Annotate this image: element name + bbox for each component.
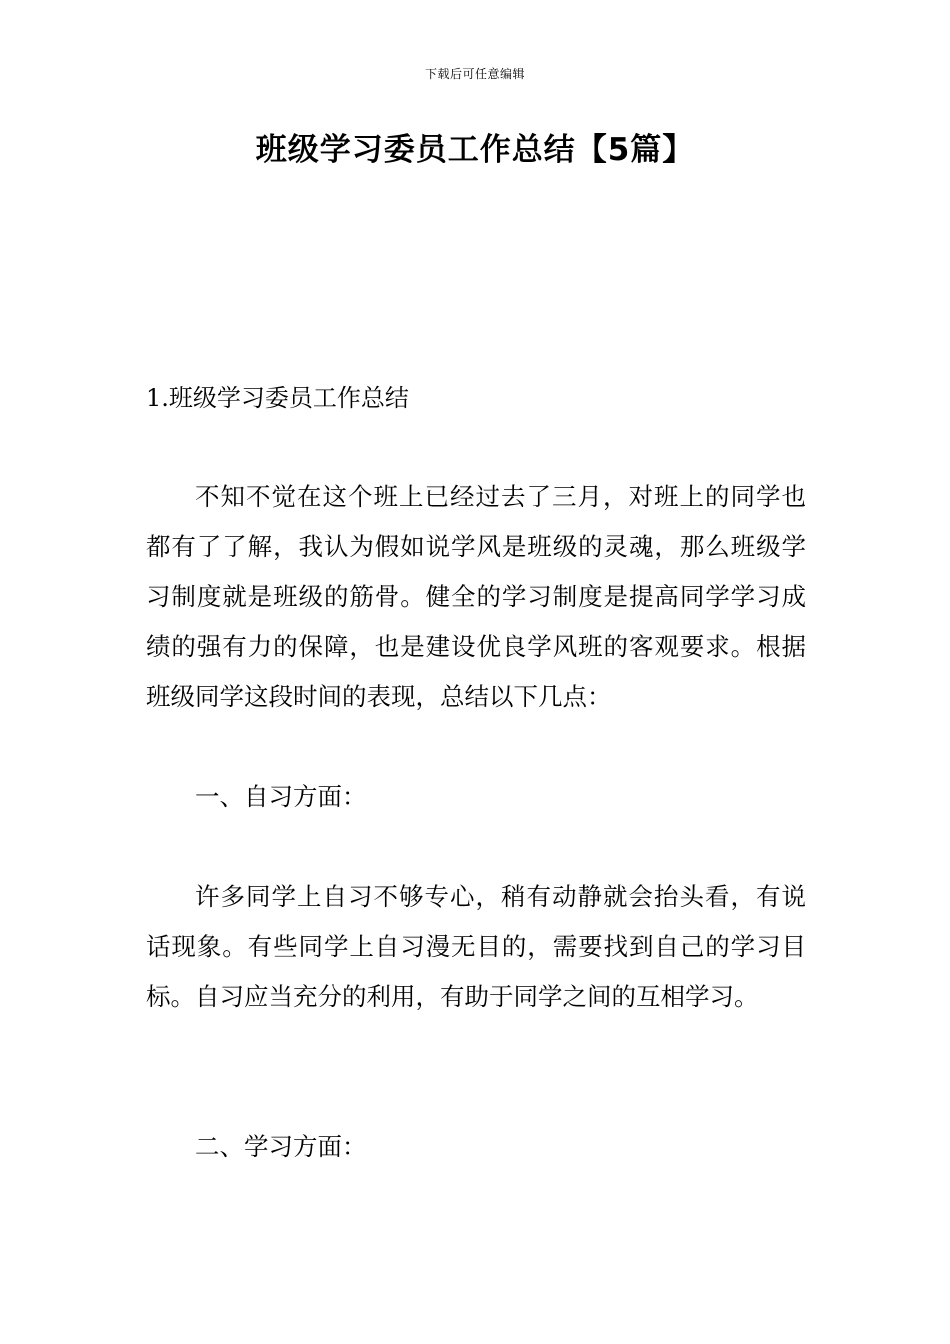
paragraph-intro: 不知不觉在这个班上已经过去了三月，对班上的同学也都有了了解，我认为假如说学风是班级的灵魂，那么班级学习制度就是班级的筋骨。健全的学习制度是提高同学学习成绩的强有力的保障，也是建设优良学风班的客观要求。根据班级同学这段时间的表现，总结以下几点： <box>146 482 806 711</box>
section-heading: 1.班级学习委员工作总结 <box>146 384 409 412</box>
subheading-self-study: 一、自习方面： <box>195 782 367 811</box>
subheading-study: 二、学习方面： <box>195 1132 367 1161</box>
paragraph-self-study: 许多同学上自习不够专心，稍有动静就会抬头看，有说话现象。有些同学上自习漫无目的，需要找到自己的学习目标。自习应当充分的利用，有助于同学之间的互相学习。 <box>146 882 806 1011</box>
document-title: 班级学习委员工作总结【5篇】 <box>255 132 695 168</box>
header-note: 下载后可任意编辑 <box>424 67 525 81</box>
